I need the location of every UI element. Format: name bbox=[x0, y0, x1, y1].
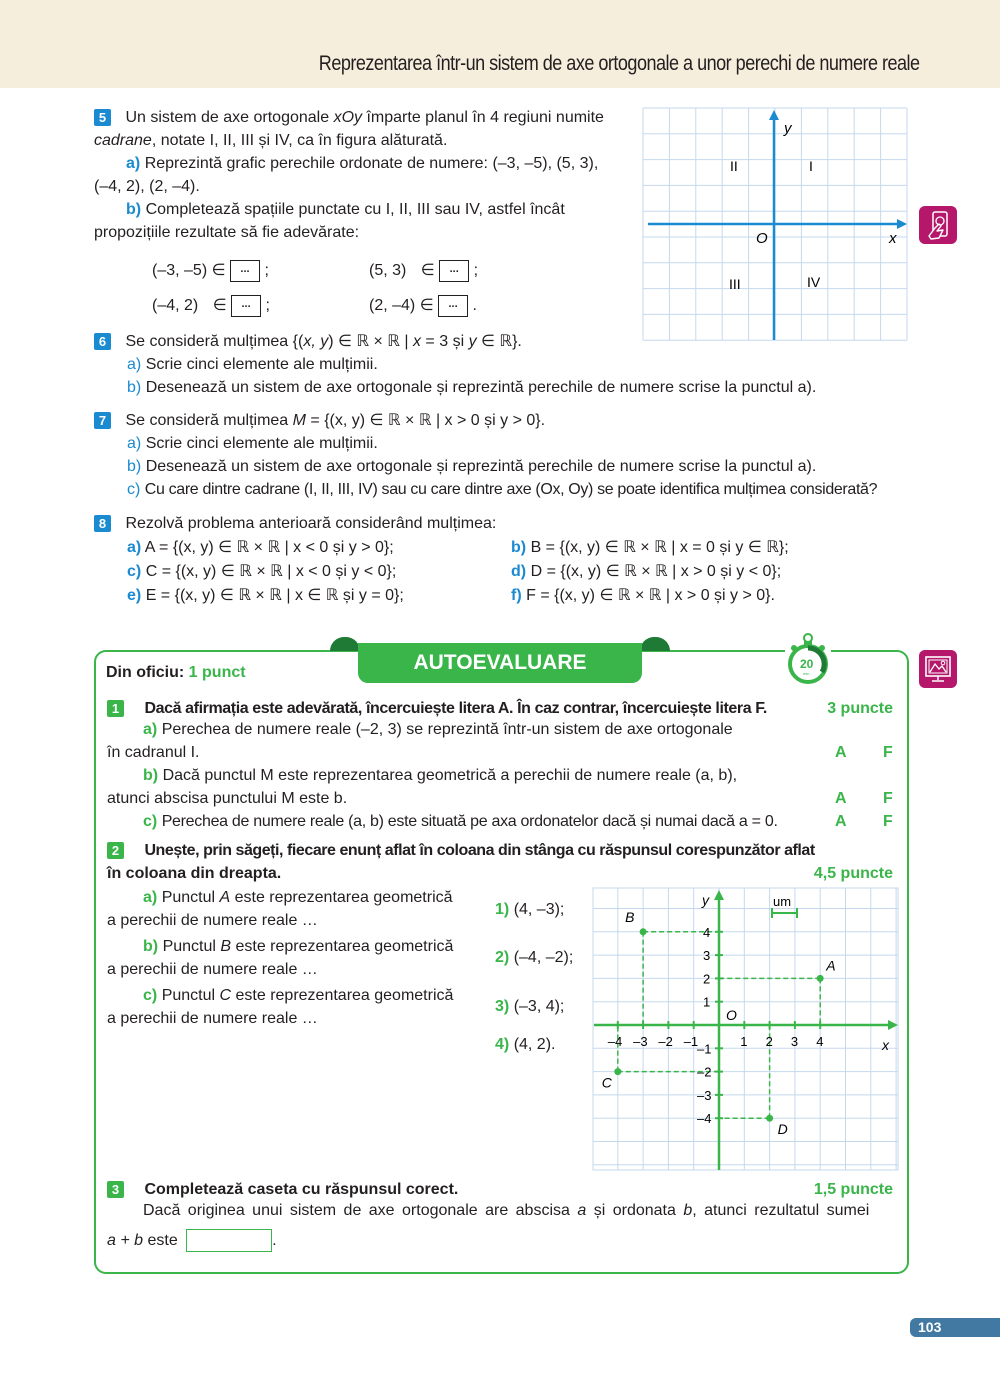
punctuation: ; bbox=[264, 262, 269, 279]
quadrant-figure bbox=[640, 104, 912, 344]
subpoint-label: b) bbox=[511, 539, 527, 556]
exercise-7 bbox=[94, 409, 877, 501]
media-resource-button[interactable] bbox=[919, 650, 957, 688]
exercise-number: 6 bbox=[94, 333, 111, 350]
din-oficiu-label: Din oficiu: bbox=[106, 664, 185, 681]
timer-value: 20 bbox=[800, 657, 814, 671]
item-text: Punctul bbox=[161, 987, 220, 1004]
item-text: atunci abscisa punctului M este b. bbox=[107, 790, 348, 807]
y-tick-label: 2 bbox=[703, 971, 711, 987]
exercise-number: 8 bbox=[94, 515, 111, 532]
exercise-number: 7 bbox=[94, 412, 111, 429]
true-option[interactable]: A bbox=[835, 813, 847, 830]
item-text: , atunci rezultatul sumei bbox=[692, 1202, 870, 1219]
item-text: este reprezentarea geometrică bbox=[230, 889, 453, 906]
left-column bbox=[107, 886, 477, 1030]
punctuation: . bbox=[472, 297, 477, 314]
question-3-header bbox=[107, 1178, 893, 1201]
grid-border bbox=[593, 888, 898, 1170]
item-text: Punctul bbox=[161, 889, 220, 906]
set-item bbox=[127, 536, 394, 559]
x-tick-label: –3 bbox=[633, 1034, 648, 1049]
expression: a + b bbox=[107, 1232, 144, 1249]
option-label: 3) bbox=[495, 998, 510, 1015]
y-tick-label: –2 bbox=[697, 1064, 712, 1080]
y-axis-label: y bbox=[702, 892, 709, 908]
point-label: B bbox=[625, 908, 635, 925]
question-1-header bbox=[107, 697, 893, 720]
x-tick-label: 3 bbox=[790, 1034, 799, 1049]
item-label: a) bbox=[143, 889, 158, 906]
item-text: este reprezentarea geometrică bbox=[231, 938, 454, 955]
touch-screen-icon bbox=[919, 206, 957, 244]
points-figure bbox=[590, 884, 906, 1174]
exercise-text: = 3 și bbox=[420, 333, 469, 350]
question-2-header bbox=[107, 839, 893, 885]
set-item bbox=[511, 584, 775, 607]
answer-option[interactable] bbox=[495, 898, 564, 921]
point-name: C bbox=[219, 987, 232, 1004]
unit-label: um bbox=[773, 894, 792, 909]
point-label: D bbox=[777, 1121, 788, 1138]
din-oficiu bbox=[106, 661, 246, 684]
exercise-text: ) ∈ ℝ × ℝ | bbox=[328, 333, 413, 350]
exercise-text-italic: M bbox=[292, 412, 306, 429]
option-value: (4, 2). bbox=[513, 1036, 556, 1053]
self-assessment-banner: AUTOEVALUARE bbox=[358, 643, 642, 683]
set-definition: E = {(x, y) ∈ ℝ × ℝ | x ∈ ℝ și y = 0}; bbox=[145, 587, 404, 604]
interactive-resource-button[interactable] bbox=[919, 206, 957, 244]
variable: a bbox=[577, 1202, 587, 1219]
point-marker-B bbox=[640, 928, 647, 935]
answer-option[interactable] bbox=[495, 946, 573, 969]
question-number: 1 bbox=[107, 700, 124, 717]
set-item bbox=[127, 560, 396, 583]
x-tick-label: 2 bbox=[765, 1034, 773, 1049]
y-axis-arrow-icon bbox=[714, 890, 724, 900]
y-axis-arrow-icon bbox=[769, 110, 779, 120]
y-tick-label: –1 bbox=[697, 1041, 712, 1057]
banner-ribbon-left bbox=[330, 637, 360, 651]
fill-item bbox=[369, 294, 477, 317]
subpoint-text: (–4, 2), (2, –4). bbox=[94, 178, 200, 195]
pair-text: (2, –4) bbox=[369, 297, 416, 314]
set-definition: A = {(x, y) ∈ ℝ × ℝ | x < 0 și y > 0}; bbox=[144, 539, 394, 556]
item-label: c) bbox=[143, 813, 158, 830]
x-tick-label: 4 bbox=[816, 1034, 824, 1049]
subpoint-label: a) bbox=[127, 435, 142, 452]
false-option[interactable]: F bbox=[883, 790, 893, 807]
page-number: 103 bbox=[910, 1318, 1000, 1337]
set-definition: D = {(x, y) ∈ ℝ × ℝ | x > 0 și y < 0}; bbox=[530, 563, 782, 580]
item-text: a perechii de numere reale … bbox=[107, 961, 318, 978]
item-text: este bbox=[143, 1232, 178, 1249]
item-label: c) bbox=[143, 987, 158, 1004]
exercise-text: Rezolvă problema anterioară considerând mulțimea: bbox=[125, 515, 497, 532]
exercise-text-italic: x, y bbox=[303, 333, 329, 350]
punctuation: . bbox=[272, 1232, 277, 1249]
point-name: B bbox=[220, 938, 232, 955]
exercise-text: = {(x, y) ∈ ℝ × ℝ | x > 0 și y > 0}. bbox=[305, 412, 546, 429]
item-label: b) bbox=[143, 938, 159, 955]
subpoint-label: d) bbox=[511, 563, 527, 580]
option-label: 1) bbox=[495, 901, 510, 918]
item-text: Dacă originea unui sistem de axe ortogonale are abscisa bbox=[143, 1202, 578, 1219]
quadrant-label-i: I bbox=[809, 158, 813, 174]
set-item bbox=[511, 536, 789, 559]
point-marker-D bbox=[766, 1115, 773, 1122]
item-text: a perechii de numere reale … bbox=[107, 912, 318, 929]
option-label: 4) bbox=[495, 1036, 510, 1053]
exercise-text: Un sistem de axe ortogonale bbox=[125, 109, 334, 126]
point-marker-A bbox=[817, 975, 824, 982]
true-option[interactable]: A bbox=[835, 744, 847, 761]
answer-box[interactable]: ... bbox=[230, 260, 260, 282]
answer-option[interactable] bbox=[495, 995, 564, 1018]
item-label: a) bbox=[143, 721, 158, 738]
set-definition: F = {(x, y) ∈ ℝ × ℝ | x > 0 și y > 0}. bbox=[526, 587, 775, 604]
item-text: și ordonata bbox=[586, 1202, 684, 1219]
answer-box[interactable]: ... bbox=[438, 295, 468, 317]
subpoint-label: e) bbox=[127, 587, 142, 604]
answer-input-box[interactable] bbox=[186, 1229, 272, 1252]
exercise-text: , notate I, II, III și IV, ca în figura alăturată. bbox=[151, 132, 448, 149]
option-value: (4, –3); bbox=[513, 901, 565, 918]
exercise-text-italic: xOy bbox=[333, 109, 363, 126]
timer-unit: min bbox=[803, 671, 810, 676]
exercise-text: împarte planul în 4 regiuni numite bbox=[362, 109, 604, 126]
set-definition: B = {(x, y) ∈ ℝ × ℝ | x = 0 și y ∈ ℝ}; bbox=[530, 539, 789, 556]
subpoint-label: a) bbox=[127, 539, 142, 556]
element-of-symbol: ∈ bbox=[419, 297, 434, 314]
punctuation: ; bbox=[473, 262, 479, 279]
grid bbox=[593, 888, 898, 1170]
question-text: Dacă afirmația este adevărată, încercuiește litera A. În caz contrar, încercuiește litera F. bbox=[144, 700, 767, 717]
element-of-symbol: ∈ bbox=[420, 262, 435, 279]
question-text: în coloana din dreapta. bbox=[107, 865, 282, 882]
question-points: 1,5 puncte bbox=[813, 1181, 893, 1198]
y-tick-label: 4 bbox=[703, 924, 711, 940]
question-1-items bbox=[107, 718, 893, 833]
subpoint-label: a) bbox=[126, 155, 141, 172]
subpoint-text: Reprezintă grafic perechile ordonate de numere: (–3, –5), (5, 3), bbox=[144, 155, 599, 172]
point-name: A bbox=[219, 889, 231, 906]
quadrant-label-iii: III bbox=[729, 276, 741, 292]
y-tick-label: –3 bbox=[697, 1087, 712, 1103]
pair-text: (5, 3) bbox=[369, 262, 407, 279]
item-text: în cadranul I. bbox=[107, 744, 200, 761]
image-monitor-icon bbox=[919, 650, 957, 688]
option-value: (–4, –2); bbox=[513, 949, 574, 966]
fill-item bbox=[369, 259, 478, 282]
set-item bbox=[511, 560, 781, 583]
subpoint-label: c) bbox=[127, 481, 141, 498]
element-of-symbol: ∈ bbox=[212, 297, 227, 314]
origin-label: O bbox=[756, 230, 768, 247]
subpoint-label: c) bbox=[127, 563, 142, 580]
din-oficiu-points: 1 punct bbox=[188, 664, 246, 681]
subpoint-text: Desenează un sistem de axe ortogonale și reprezintă perechile de numere scrise la punctul a). bbox=[145, 379, 817, 396]
subpoint-text: Desenează un sistem de axe ortogonale și reprezintă perechile de numere scrise la punctul a). bbox=[145, 458, 817, 475]
quadrant-label-ii: II bbox=[730, 158, 738, 174]
exercise-text-italic: x bbox=[412, 333, 421, 350]
stopwatch-icon bbox=[785, 632, 831, 688]
point-label: A bbox=[826, 957, 836, 974]
x-tick-label: 1 bbox=[740, 1034, 748, 1049]
variable: b bbox=[683, 1202, 693, 1219]
answer-box[interactable]: ... bbox=[231, 295, 261, 317]
false-option[interactable]: F bbox=[883, 813, 893, 830]
punctuation: ; bbox=[265, 297, 270, 314]
item-text: Perechea de numere reale (a, b) este situată pe axa ordonatelor dacă și numai dacă a = 0. bbox=[161, 813, 778, 830]
subpoint-label: b) bbox=[126, 201, 142, 218]
exercise-8 bbox=[94, 512, 496, 535]
item-text: Punctul bbox=[162, 938, 221, 955]
subpoint-text: Scrie cinci elemente ale mulțimii. bbox=[145, 356, 378, 373]
item-label: b) bbox=[143, 767, 159, 784]
y-tick-label: 3 bbox=[703, 948, 711, 964]
item-text: este reprezentarea geometrică bbox=[231, 987, 454, 1004]
question-3-answer-line bbox=[107, 1229, 277, 1252]
point-marker-C bbox=[614, 1068, 621, 1075]
option-value: (–3, 4); bbox=[513, 998, 565, 1015]
subpoint-label: b) bbox=[127, 458, 142, 475]
y-tick-label: –4 bbox=[697, 1111, 712, 1127]
question-points: 3 puncte bbox=[827, 700, 893, 717]
chapter-title: Reprezentarea într-un sistem de axe ortogonale a unor perechi de numere reale bbox=[319, 52, 920, 75]
pair-text: (–3, –5) bbox=[152, 262, 208, 279]
pair-text: (–4, 2) bbox=[152, 297, 199, 314]
question-number: 2 bbox=[107, 842, 124, 859]
exercise-number: 5 bbox=[94, 109, 111, 126]
origin-label: O bbox=[726, 1007, 737, 1023]
set-item bbox=[127, 584, 404, 607]
false-option[interactable]: F bbox=[883, 744, 893, 761]
answer-option[interactable] bbox=[495, 1033, 555, 1056]
x-axis-label: x bbox=[882, 1037, 889, 1053]
subpoint-text: Completează spațiile punctate cu I, II, III sau IV, astfel încât bbox=[145, 201, 565, 218]
subpoint-label: f) bbox=[511, 587, 522, 604]
y-axis-label: y bbox=[784, 120, 792, 137]
x-tick-label: –4 bbox=[607, 1034, 623, 1049]
subpoint-text: Cu care dintre cadrane (I, II, III, IV) sau cu care dintre axe (Ox, Oy) se poate identifica mulțimea considerată? bbox=[144, 481, 878, 498]
x-tick-labels bbox=[608, 1034, 824, 1049]
exercise-text: Se consideră mulțimea {( bbox=[125, 333, 304, 350]
question-3-text bbox=[143, 1199, 869, 1222]
x-axis-arrow-icon bbox=[897, 219, 907, 229]
question-text: Completează caseta cu răspunsul corect. bbox=[144, 1181, 459, 1198]
set-definition: C = {(x, y) ∈ ℝ × ℝ | x < 0 și y < 0}; bbox=[145, 563, 397, 580]
fill-item bbox=[152, 259, 269, 282]
subpoint-text: Scrie cinci elemente ale mulțimii. bbox=[145, 435, 378, 452]
item-text: Dacă punctul M este reprezentarea geometrică a perechii de numere reale (a, b), bbox=[162, 767, 738, 784]
exercise-text-italic: y bbox=[468, 333, 477, 350]
fill-item bbox=[152, 294, 270, 317]
x-tick-label: –1 bbox=[683, 1034, 699, 1049]
true-option[interactable]: A bbox=[835, 790, 847, 807]
element-of-symbol: ∈ bbox=[211, 262, 226, 279]
exercise-5 bbox=[94, 106, 628, 244]
banner-ribbon-right bbox=[640, 637, 670, 651]
x-axis-label: x bbox=[889, 230, 897, 247]
exercise-text: Se consideră mulțimea bbox=[125, 412, 293, 429]
exercise-text: ∈ ℝ}. bbox=[476, 333, 522, 350]
question-text: Unește, prin săgeți, fiecare enunț aflat în coloana din stânga cu răspunsul corespunzător aflat bbox=[144, 842, 815, 859]
y-tick-label: 1 bbox=[703, 994, 711, 1010]
answer-box[interactable]: ... bbox=[439, 260, 469, 282]
subpoint-label: b) bbox=[127, 379, 142, 396]
item-text: a perechii de numere reale … bbox=[107, 1010, 318, 1027]
question-number: 3 bbox=[107, 1181, 124, 1198]
x-tick-label: –2 bbox=[658, 1034, 673, 1049]
option-label: 2) bbox=[495, 949, 510, 966]
subpoint-text: propozițiile rezultate să fie adevărate: bbox=[94, 224, 360, 241]
subpoint-label: a) bbox=[127, 356, 142, 373]
exercise-text-italic: cadrane bbox=[94, 132, 152, 149]
point-label: C bbox=[601, 1074, 612, 1091]
exercise-6 bbox=[94, 330, 816, 399]
question-points: 4,5 puncte bbox=[813, 865, 893, 882]
quadrant-label-iv: IV bbox=[807, 274, 821, 290]
item-text: Perechea de numere reale (–2, 3) se reprezintă într-un sistem de axe ortogonale bbox=[161, 721, 733, 738]
